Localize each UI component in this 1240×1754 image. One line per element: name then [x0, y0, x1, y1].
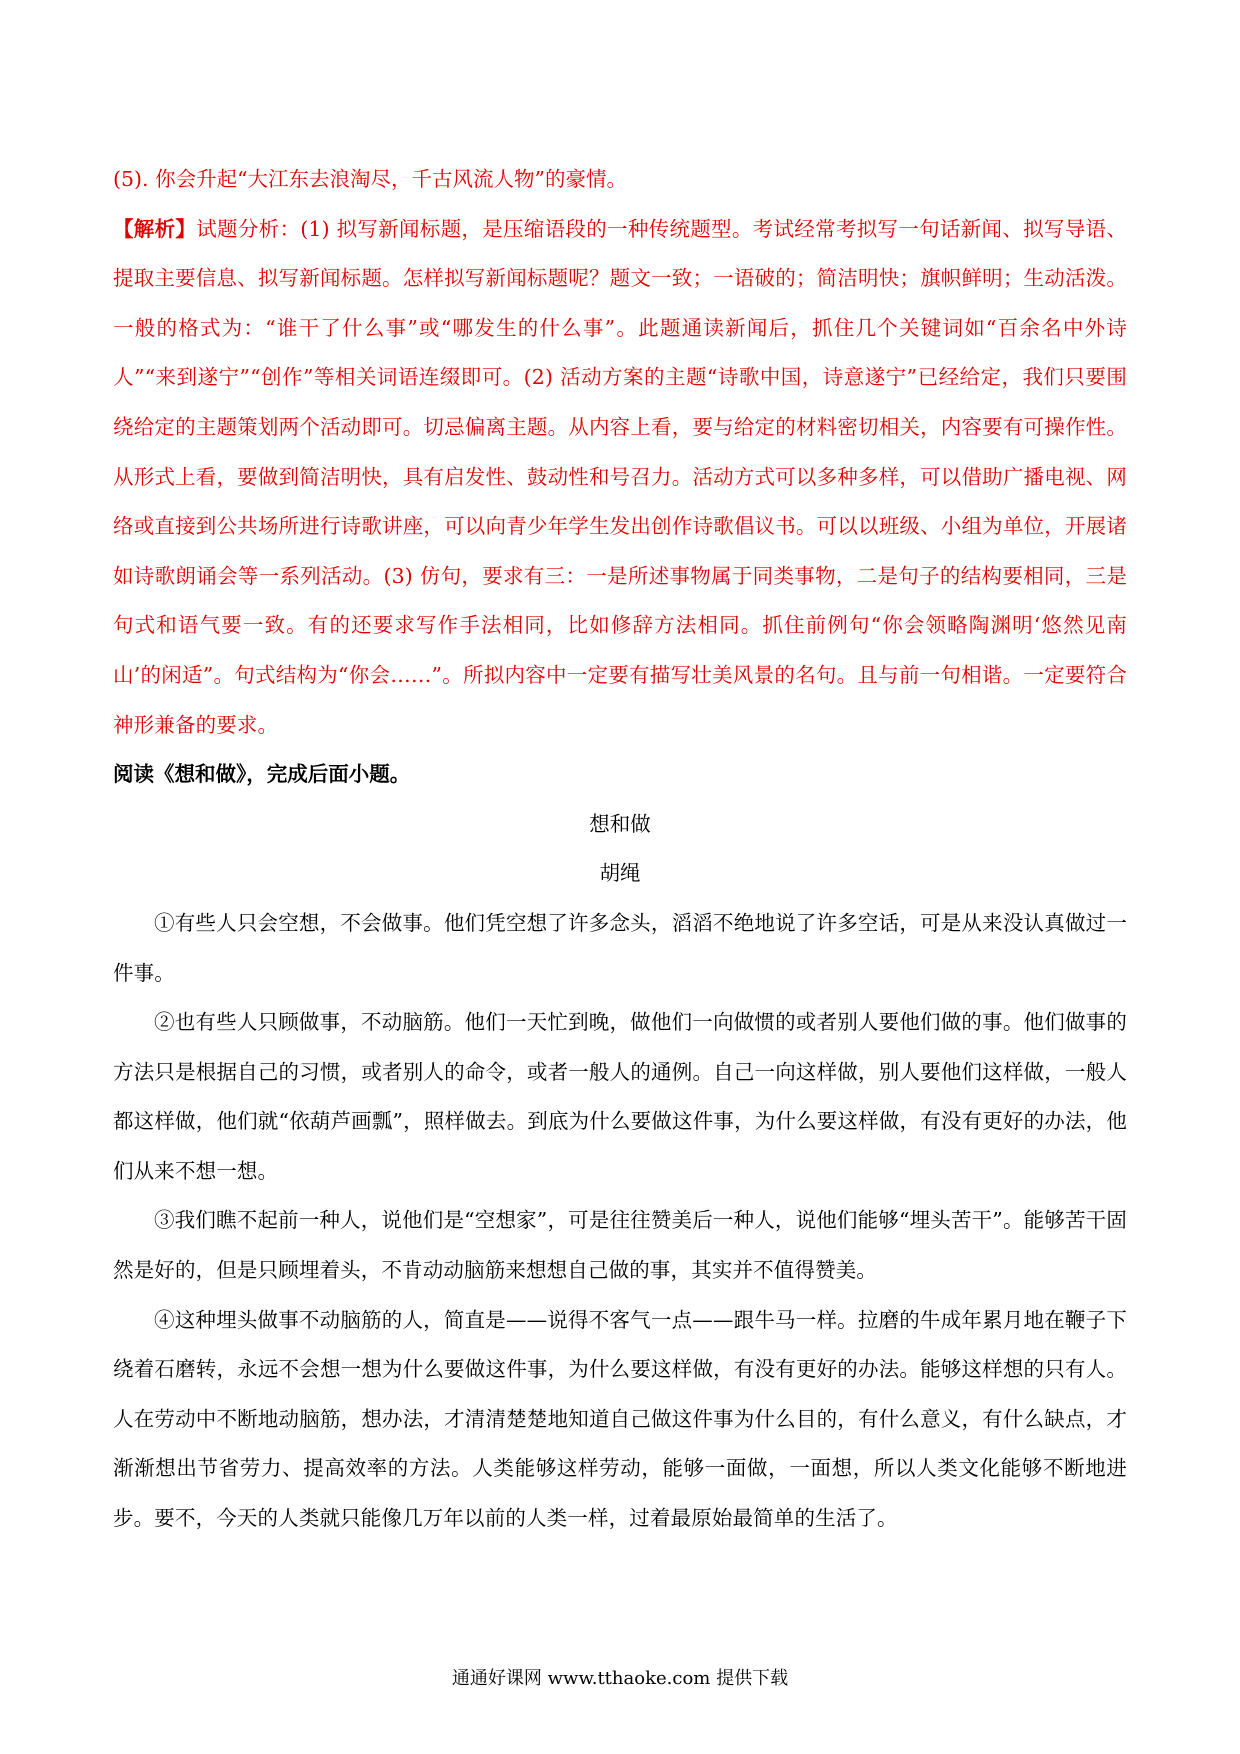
article-paragraph-1: ①有些人只会空想，不会做事。他们凭空想了许多念头，滔滔不绝地说了许多空话，可是从来没认真做过一件事。	[113, 910, 1127, 985]
article-paragraph-4: ④这种埋头做事不动脑筋的人，简直是——说得不客气一点——跟牛马一样。拉磨的牛成年累月地在鞭子下绕着石磨转，永远不会想一想为什么要做这件事，为什么要这样做，有没有更好的办法。能够这样想的只有人。人在劳动中不断地动脑筋，想办法，才清清楚楚地知道自己做这件事为什么目的，有什么意义，有什么缺点，才渐渐想出节省劳力、提高效率的方法。人类能够这样劳动，能够一面做，一面想，所以人类文化能够不断地进步。要不，今天的人类就只能像几万年以前的人类一样，过着最原始最简单的生活了。	[113, 1307, 1127, 1531]
article-paragraph-3: ③我们瞧不起前一种人，说他们是“空想家”，可是往往赞美后一种人，说他们能够“埋头苦干”。能够苦干固然是好的，但是只顾埋着头，不肯动动脑筋来想想自己做的事，其实并不值得赞美。	[113, 1208, 1127, 1283]
article-author: 胡绳	[599, 861, 641, 886]
analysis-section	[113, 205, 1127, 751]
article-paragraph-2: ②也有些人只顾做事，不动脑筋。他们一天忙到晚，做他们一向做惯的或者别人要他们做的事。他们做事的方法只是根据自己的习惯，或者别人的命令，或者一般人的通例。自己一向这样做，别人要他们这样做，一般人都这样做，他们就“依葫芦画瓢”，照样做去。到底为什么要做这件事，为什么要这样做，有没有更好的办法，他们从来不想一想。	[113, 1010, 1127, 1183]
answer-item-5: (5). 你会升起“大江东去浪淘尽，千古风流人物”的豪情。	[113, 167, 628, 191]
page-footer: 通通好课网 www.tthaoke.com 提供下载	[451, 1668, 789, 1689]
article-title: 想和做	[589, 811, 651, 836]
reading-instruction: 阅读《想和做》，完成后面小题。	[113, 762, 411, 787]
page-content	[113, 155, 1127, 1544]
analysis-text: 试题分析：(1) 拟写新闻标题，是压缩语段的一种传统题型。考试经常考拟写一句话新闻、拟写导语、提取主要信息、拟写新闻标题。怎样拟写新闻标题呢？题文一致；一语破的；简洁明快；旗帜鲜明；生动活泼。一般的格式为：“谁干了什么事”或“哪发生的什么事”。此题通读新闻后，抓住几个关键词如“百余名中外诗人”“来到遂宁”“创作”等相关词语连缀即可。(2) 活动方案的主题“诗歌中国，诗意遂宁”已经给定，我们只要围绕给定的主题策划两个活动即可。切忌偏离主题。从内容上看，要与给定的材料密切相关，内容要有可操作性。从形式上看，要做到简洁明快，具有启发性、鼓动性和号召力。活动方式可以多种多样，可以借助广播电视、网络或直接到公共场所进行诗歌讲座，可以向青少年学生发出创作诗歌倡议书。可以以班级、小组为单位，开展诸如诗歌朗诵会等一系列活动。(3) 仿句，要求有三：一是所述事物属于同类事物，二是句子的结构要相同，三是句式和语气要一致。有的还要求写作手法相同，比如修辞方法相同。抓住前例句“你会领略陶渊明‘悠然见南山’的闲适”。句式结构为“你会……”。所拟内容中一定要有描写壮美风景的名句。且与前一句相谐。一定要符合神形兼备的要求。	[113, 216, 1127, 737]
analysis-tag: 【解析】	[113, 216, 197, 241]
